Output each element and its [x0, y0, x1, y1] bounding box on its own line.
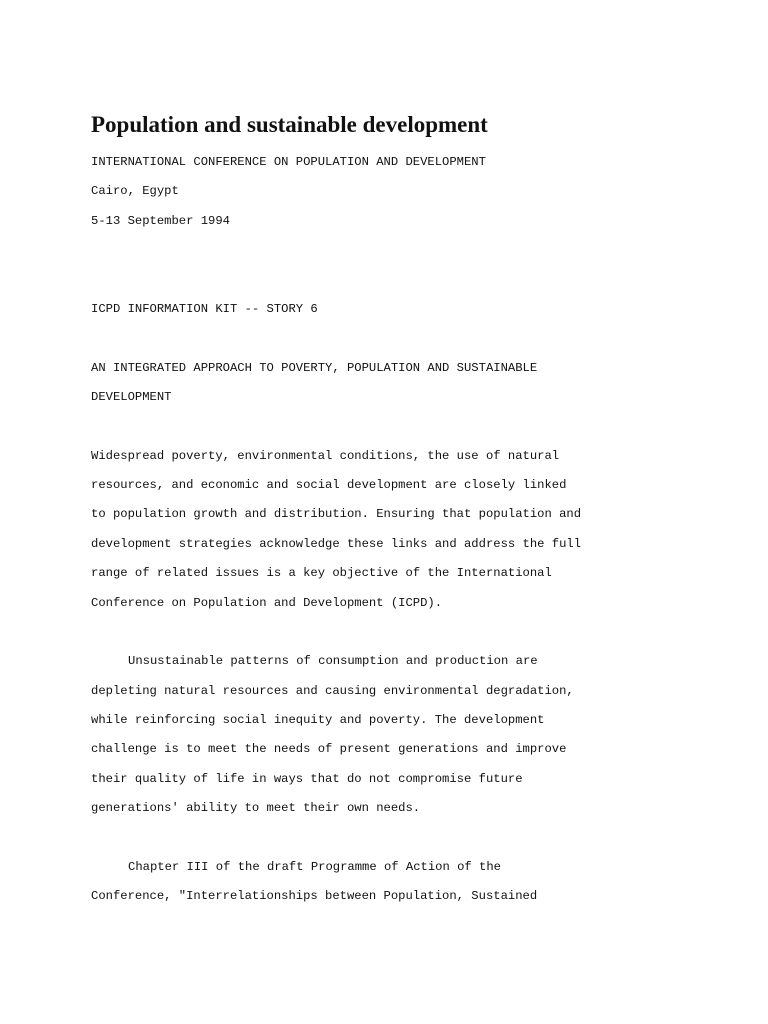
- paragraph-line: to population growth and distribution. Ensuring that population and: [91, 507, 582, 521]
- paragraph-line: Widespread poverty, environmental conditions, the use of natural: [91, 449, 560, 463]
- paragraph-line: Conference, "Interrelationships between Population, Sustained: [91, 889, 538, 903]
- conference-dates: 5-13 September 1994: [91, 214, 230, 228]
- paragraph-line: range of related issues is a key objective of the International: [91, 566, 552, 580]
- paragraph-line: Conference on Population and Development (ICPD).: [91, 596, 443, 610]
- paragraph-line: generations' ability to meet their own needs.: [91, 801, 421, 815]
- paragraph-line: while reinforcing social inequity and poverty. The development: [91, 713, 545, 727]
- section-heading-line: AN INTEGRATED APPROACH TO POVERTY, POPULATION AND SUSTAINABLE: [91, 361, 538, 375]
- paragraph-line: resources, and economic and social development are closely linked: [91, 478, 567, 492]
- conference-location: Cairo, Egypt: [91, 184, 179, 198]
- paragraph-line: Chapter III of the draft Programme of Action of the: [128, 860, 501, 874]
- paragraph-line: challenge is to meet the needs of present generations and improve: [91, 742, 567, 756]
- conference-name: INTERNATIONAL CONFERENCE ON POPULATION AND DEVELOPMENT: [91, 155, 486, 169]
- document-title: Population and sustainable development: [91, 112, 488, 137]
- paragraph-line: depleting natural resources and causing environmental degradation,: [91, 684, 574, 698]
- section-heading-line: DEVELOPMENT: [91, 390, 172, 404]
- kit-label: ICPD INFORMATION KIT -- STORY 6: [91, 302, 318, 316]
- paragraph-line: development strategies acknowledge these links and address the full: [91, 537, 582, 551]
- paragraph-line: Unsustainable patterns of consumption and production are: [128, 654, 538, 668]
- paragraph-line: their quality of life in ways that do not compromise future: [91, 772, 523, 786]
